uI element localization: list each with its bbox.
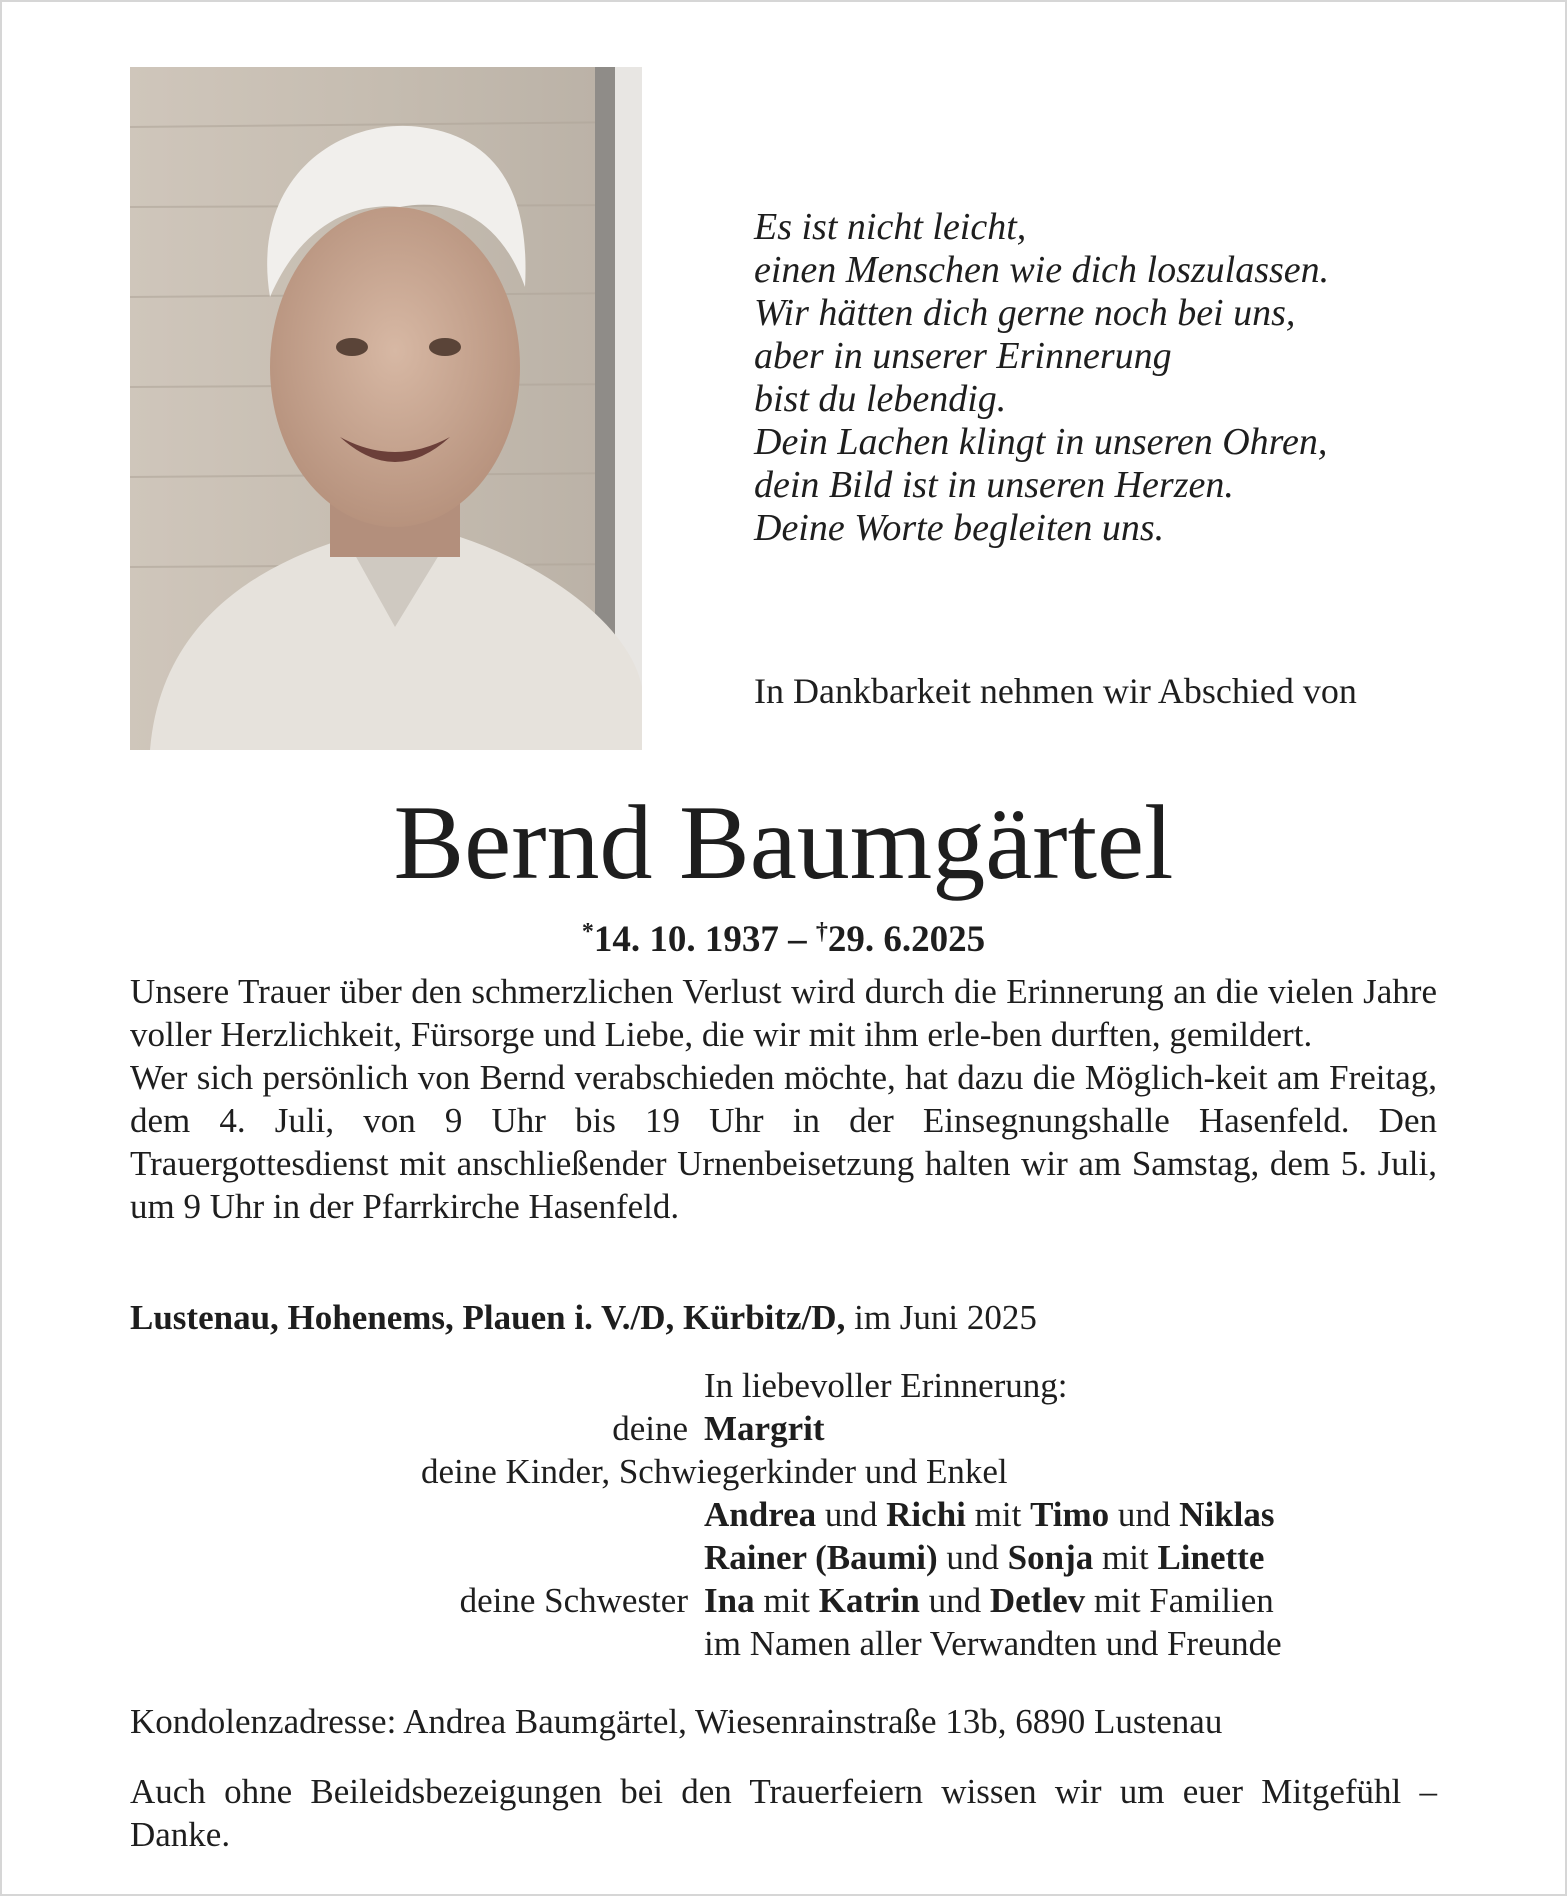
date-separator: –: [778, 919, 816, 960]
life-dates: [0, 910, 1567, 962]
notice-text: [130, 970, 1437, 1228]
relation-label: deine Kinder, Schwiegerkinder und Enkel: [421, 1452, 1008, 1491]
birth-date: 14. 10. 1937: [593, 919, 779, 960]
mourner-row: deine Schwester Ina mit Katrin und Detlev mit Familien: [130, 1579, 1437, 1622]
mourner-name: Margrit: [704, 1409, 825, 1448]
towns: Lustenau, Hohenems, Plauen i. V./D, Kürbitz/D,: [130, 1298, 846, 1337]
mourner-name: Richi: [886, 1495, 966, 1534]
mourner-row: [130, 1622, 1437, 1665]
mourner-name: Timo: [1030, 1495, 1110, 1534]
relation-label: deine: [612, 1409, 688, 1448]
mourner-name: Detlev: [989, 1581, 1086, 1620]
poem-line: aber in unserer Erinnerung: [754, 335, 1172, 377]
grief-paragraph: Unsere Trauer über den schmerzlichen Verlust wird durch die Erinnerung an die vielen Jahre voller Herzlichkeit, Fürsorge und Liebe, die wir mit ihm erle-ben durften, gemildert.: [130, 972, 1437, 1054]
poem-line: bist du lebendig.: [754, 378, 1007, 420]
portrait-photo: [130, 67, 642, 750]
poem: [754, 206, 1474, 550]
died-symbol: †: [815, 919, 828, 945]
place-and-date: [130, 1296, 1437, 1339]
ceremony-paragraph: Wer sich persönlich von Bernd verabschieden möchte, hat dazu die Möglich-keit am Freitag, dem 4. Juli, von 9 Uhr bis 19 Uhr in der Einsegnungshalle Hasenfeld. Den Trauergottesdienst mit anschließender Urnenbeisetzung halten wir am Samstag, dem 5. Juli, um 9 Uhr in der Pfarrkirche Hasenfeld.: [130, 1058, 1437, 1226]
poem-line: Wir hätten dich gerne noch bei uns,: [754, 292, 1296, 334]
memorial-heading: In liebevoller Erinnerung:: [704, 1366, 1068, 1405]
mourner-row: Rainer (Baumi) und Sonja mit Linette: [704, 1538, 1265, 1577]
born-symbol: *: [581, 919, 594, 945]
mourner-row: [130, 1450, 1437, 1493]
thanks-note: Auch ohne Beileidsbezeigungen bei den Trauerfeiern wissen wir um euer Mitgefühl – Danke.: [130, 1772, 1437, 1854]
mourner-name: Katrin: [818, 1581, 920, 1620]
mourner-name: Sonja: [1007, 1538, 1094, 1577]
poem-line: Dein Lachen klingt in unseren Ohren,: [754, 421, 1328, 463]
poem-line: Deine Worte begleiten uns.: [754, 507, 1165, 549]
condolence-address: Kondolenzadresse: Andrea Baumgärtel, Wiesenrainstraße 13b, 6890 Lustenau: [130, 1702, 1223, 1741]
mourner-name: Rainer (Baumi): [704, 1538, 938, 1577]
death-date: 29. 6.2025: [827, 919, 986, 960]
mourner-row: [130, 1407, 1437, 1450]
mourner-name: Andrea: [704, 1495, 817, 1534]
relation-label: deine Schwester: [459, 1581, 688, 1620]
memorial-heading-row: [130, 1364, 1437, 1407]
closing-line: im Namen aller Verwandten und Freunde: [704, 1624, 1282, 1663]
deceased-name: Bernd Baumgärtel: [393, 784, 1174, 901]
poem-line: dein Bild ist in unseren Herzen.: [754, 464, 1234, 506]
poem-line: Es ist nicht leicht,: [754, 206, 1027, 248]
poem-line: einen Menschen wie dich loszulassen.: [754, 249, 1330, 291]
notice-date: im Juni 2025: [845, 1298, 1037, 1337]
mourner-name: Niklas: [1179, 1495, 1275, 1534]
mourner-name: Linette: [1157, 1538, 1265, 1577]
mourner-name: Ina: [704, 1581, 755, 1620]
farewell-intro: In Dankbarkeit nehmen wir Abschied von: [754, 671, 1357, 711]
mourner-row: Andrea und Richi mit Timo und Niklas: [704, 1495, 1275, 1534]
mourners-list: [130, 1364, 1437, 1665]
